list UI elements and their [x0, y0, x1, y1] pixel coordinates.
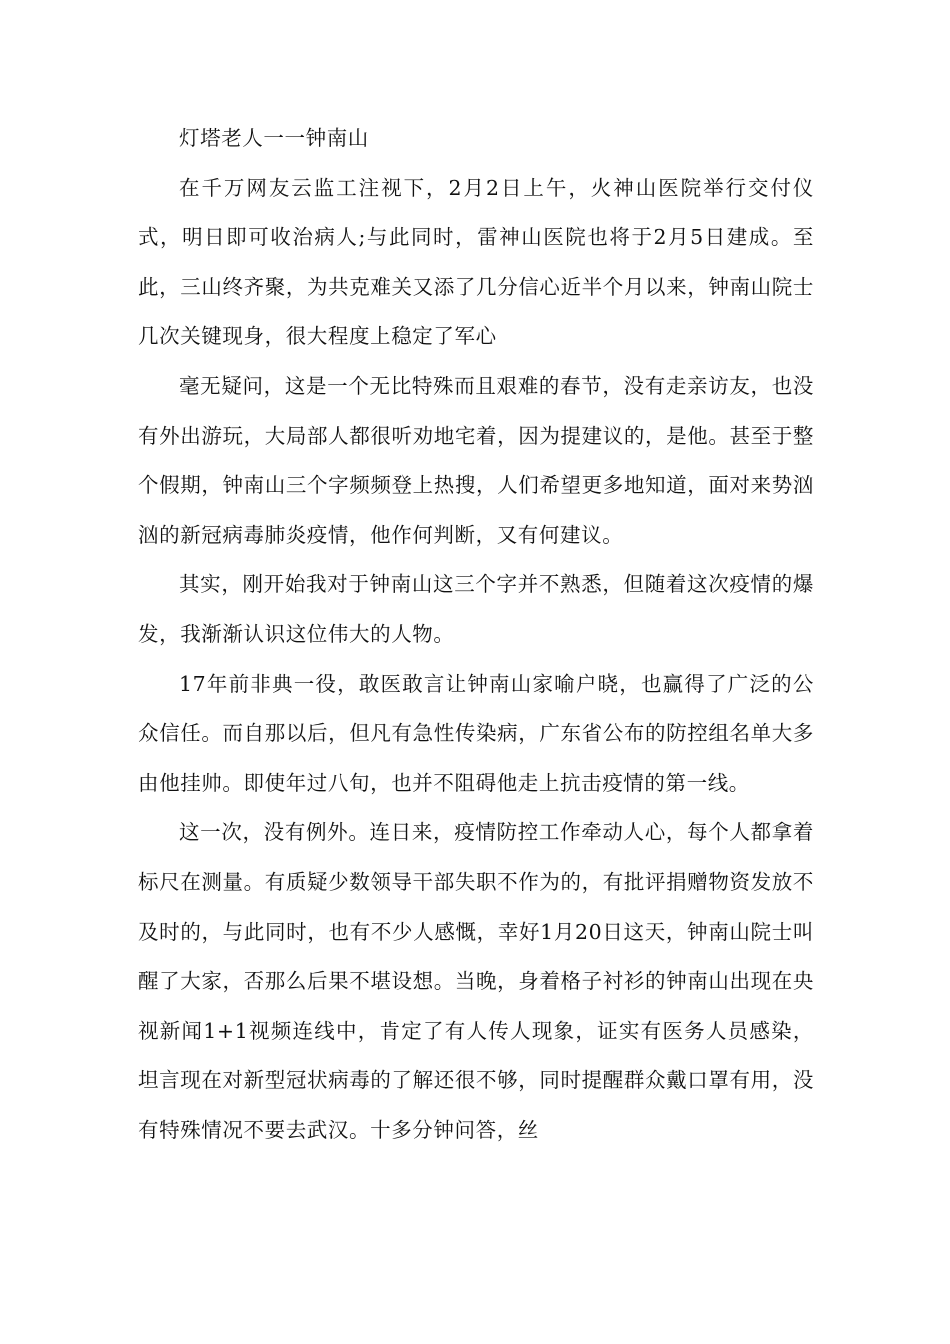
paragraph-1: 在千万网友云监工注视下，2月2日上午，火神山医院举行交付仪式，明日即可收治病人;与此同时，雷神山医院也将于2月5日建成。至此，三山终齐聚，为共克难关又添了几分信心近半个月以来，钟南山院士几次关键现身，很大程度上稳定了军心 [138, 175, 814, 349]
document-page [138, 114, 814, 1155]
paragraph-5: 这一次，没有例外。连日来，疫情防控工作牵动人心，每个人都拿着标尺在测量。有质疑少数领导干部失职不作为的，有批评捐赠物资发放不及时的，与此同时，也有不少人感慨，幸好1月20日这天，钟南山院士叫醒了大家，否那么后果不堪设想。当晚，身着格子衬衫的钟南山出现在央视新闻1+1视频连线中，肯定了有人传人现象，证实有医务人员感染，坦言现在对新型冠状病毒的了解还很不够，同时提醒群众戴口罩有用，没有特殊情况不要去武汉。十多分钟问答，丝 [138, 820, 814, 1142]
paragraph-3: 其实，刚开始我对于钟南山这三个字并不熟悉，但随着这次疫情的爆发，我渐渐认识这位伟大的人物。 [138, 572, 814, 646]
paragraph-4: 17年前非典一役，敢医敢言让钟南山家喻户晓，也赢得了广泛的公众信任。而自那以后，但凡有急性传染病，广东省公布的防控组名单大多由他挂帅。即使年过八旬，也并不阻碍他走上抗击疫情的第一线。 [138, 671, 814, 795]
document-title: 灯塔老人一一钟南山 [179, 126, 369, 150]
paragraph-2: 毫无疑问，这是一个无比特殊而且艰难的春节，没有走亲访友，也没有外出游玩，大局部人都很听劝地宅着，因为提建议的，是他。甚至于整个假期，钟南山三个字频频登上热搜，人们希望更多地知道，面对来势汹汹的新冠病毒肺炎疫情，他作何判断，又有何建议。 [138, 373, 814, 547]
